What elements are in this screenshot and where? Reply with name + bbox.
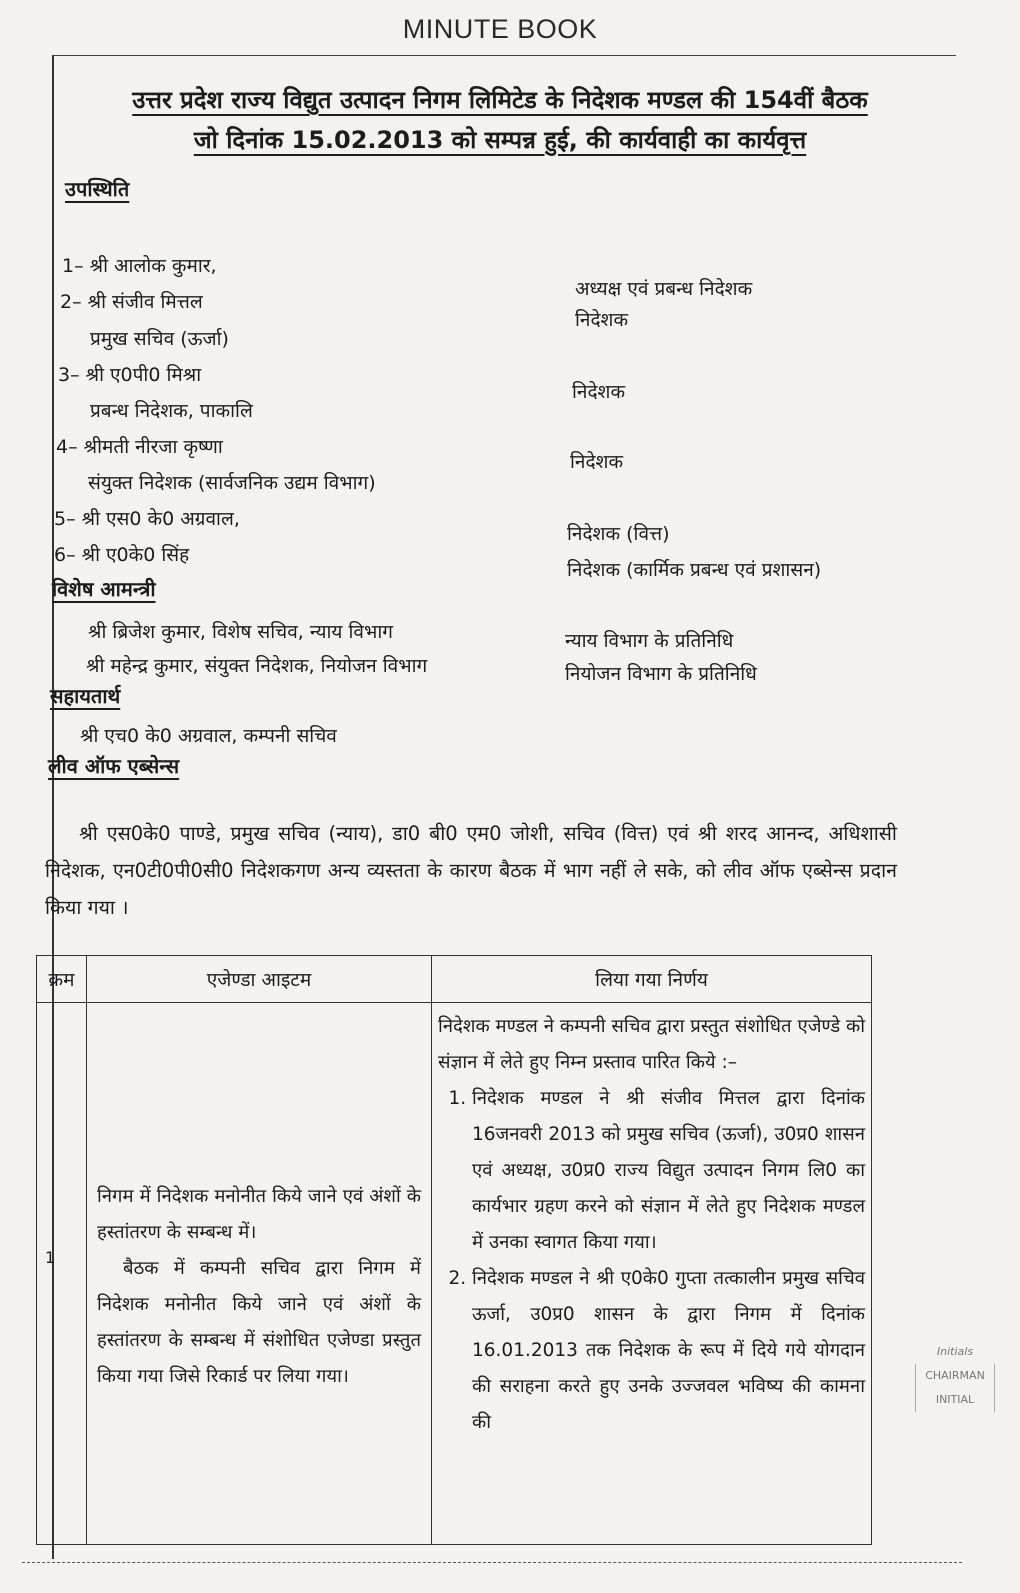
stamp-initial: INITIAL xyxy=(915,1388,995,1412)
special-invitee-name: श्री ब्रिजेश कुमार, विशेष सचिव, न्याय विभाग xyxy=(88,621,393,643)
table-row xyxy=(37,1003,872,1545)
attendee-line: 2– श्री संजीव मित्तल xyxy=(60,291,203,313)
special-invitee-role: नियोजन विभाग के प्रतिनिधि xyxy=(565,663,757,685)
agenda-item-body xyxy=(97,1251,421,1395)
stamp-chairman: CHAIRMAN xyxy=(915,1364,995,1388)
special-invitee-role: न्याय विभाग के प्रतिनिधि xyxy=(565,630,734,652)
header-agenda-item: एजेण्डा आइटम xyxy=(87,956,432,1003)
leave-of-absence-heading: लीव ऑफ एब्सेन्स xyxy=(48,754,180,778)
leave-of-absence-paragraph xyxy=(45,815,897,926)
attendee-line: 1– श्री आलोक कुमार, xyxy=(62,255,217,277)
leave-text: श्री एस0के0 पाण्डे, प्रमुख सचिव (न्याय), डा0 बी0 एम0 जोशी, सचिव (वित्त) एवं श्री शरद आनन्द, अधिशासी निदेशक, एन0टी0पी0सी0 निदेशकगण अन्य व्यस्तता के कारण बैठक में भाग नहीं ले सके, को लीव ऑफ एब्सेन्स प्रदान किया गया । xyxy=(45,822,897,919)
decision-list xyxy=(438,1081,865,1441)
document-title xyxy=(60,80,940,160)
company-secretary-line: श्री एच0 के0 अग्रवाल, कम्पनी सचिव xyxy=(80,725,337,747)
row-serial: 1 xyxy=(37,1003,87,1545)
attendee-line: प्रबन्ध निदेशक, पाकालि xyxy=(90,400,253,422)
attendance-heading: उपस्थिति xyxy=(65,177,130,201)
bottom-rule xyxy=(22,1562,962,1563)
attendee-line: 6– श्री ए0के0 सिंह xyxy=(54,544,190,566)
special-invitees-heading: विशेष आमन्त्री xyxy=(52,577,156,601)
header-decision: लिया गया निर्णय xyxy=(432,956,872,1003)
role-line: निदेशक (कार्मिक प्रबन्ध एवं प्रशासन) xyxy=(567,559,822,581)
header-serial: क्रम xyxy=(37,956,87,1003)
decision-cell xyxy=(432,1003,872,1545)
role-line: निदेशक (वित्त) xyxy=(567,523,670,545)
table-header-row xyxy=(37,956,872,1003)
attendee-line: 4– श्रीमती नीरजा कृष्णा xyxy=(56,436,223,458)
agenda-item-cell xyxy=(87,1003,432,1545)
decision-item: 2. निदेशक मण्डल ने श्री ए0के0 गुप्ता तत्कालीन प्रमुख सचिव ऊर्जा, उ0प्र0 शासन के द्वारा निगम में दिनांक 16.01.2013 तक निदेशक के रूप में दिये गये योगदान की सराहना करते हुए उनके उज्जवल भविष्य की कामना की xyxy=(472,1261,865,1441)
role-line: अध्यक्ष एवं प्रबन्ध निदेशक xyxy=(575,278,753,300)
role-line: निदेशक xyxy=(570,451,624,473)
title-line-2: जो दिनांक 15.02.2013 को सम्पन्न हुई, की कार्यवाही का कार्यवृत्त xyxy=(193,126,807,154)
agenda-item-subject: निगम में निदेशक मनोनीत किये जाने एवं अंशों के हस्तांतरण के सम्बन्ध में। xyxy=(97,1186,421,1243)
title-line-1: उत्तर प्रदेश राज्य विद्युत उत्पादन निगम लिमिटेड के निदेशक मण्डल की 154वीं बैठक xyxy=(132,86,868,114)
decision-item: 1. निदेशक मण्डल ने श्री संजीव मित्तल द्वारा दिनांक 16जनवरी 2013 को प्रमुख सचिव (ऊर्जा), उ0प्र0 शासन एवं अध्यक्ष, उ0प्र0 राज्य विद्युत उत्पादन निगम लि0 का कार्यभार ग्रहण करने को संज्ञान में लेते हुए निदेशक मण्डल में उनका स्वागत किया गया। xyxy=(472,1081,865,1261)
attendee-line: 5– श्री एस0 के0 अग्रवाल, xyxy=(54,508,240,530)
attendee-line: प्रमुख सचिव (ऊर्जा) xyxy=(90,328,229,350)
agenda-item-body-text: बैठक में कम्पनी सचिव द्वारा निगम में निदेशक मनोनीत किये जाने एवं अंशों के हस्तांतरण के सम्बन्ध में संशोधित एजेण्डा प्रस्तुत किया गया जिसे रिकार्ड पर लिया गया। xyxy=(97,1258,421,1387)
chairman-initial-stamp xyxy=(915,1340,995,1412)
stamp-initials: Initials xyxy=(936,1345,974,1358)
decision-intro: निदेशक मण्डल ने कम्पनी सचिव द्वारा प्रस्तुत संशोधित एजेण्डे को संज्ञान में लेते हुए निम्न प्रस्ताव पारित किये :– xyxy=(438,1016,865,1073)
role-line: निदेशक xyxy=(572,381,626,403)
role-line: निदेशक xyxy=(575,309,629,331)
attendee-line: संयुक्त निदेशक (सार्वजनिक उद्यम विभाग) xyxy=(88,472,376,494)
attendee-line: 3– श्री ए0पी0 मिश्रा xyxy=(58,364,202,386)
assistance-heading: सहायतार्थ xyxy=(50,684,121,708)
special-invitee-name: श्री महेन्द्र कुमार, संयुक्त निदेशक, नियोजन विभाग xyxy=(86,655,428,677)
minute-book-header: MINUTE BOOK xyxy=(402,14,598,44)
agenda-table xyxy=(36,955,872,1545)
